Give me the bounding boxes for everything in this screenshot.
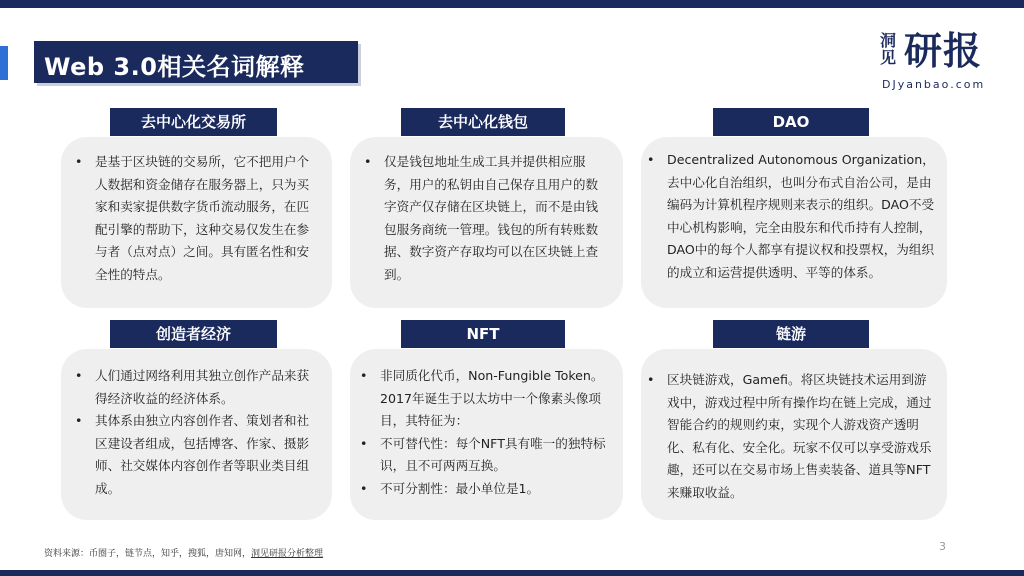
bullet-text: 其体系由独立内容创作者、策划者和社区建设者组成，包括博客、作家、摄影师、社交媒体内容创作者等职业类目组成。 — [95, 413, 310, 496]
bullet-item — [358, 478, 610, 501]
bullet-text: 人们通过网络利用其独立创作产品来获得经济收益的经济体系。 — [95, 368, 310, 406]
bottom-bar — [0, 570, 1024, 576]
card-dex — [61, 137, 332, 308]
card-bullets — [358, 365, 610, 500]
card-label-creator-economy: 创造者经济 — [110, 320, 277, 348]
bullet-dot: • — [360, 368, 368, 383]
bullet-item — [358, 365, 610, 433]
card-bullets — [645, 369, 939, 504]
bullet-text: 不可分割性：最小单位是1。 — [380, 480, 540, 496]
source-note — [44, 546, 323, 559]
card-bullets — [645, 149, 941, 284]
title-box — [34, 41, 358, 83]
card-label-nft: NFT — [401, 320, 565, 348]
bullet-dot: • — [75, 413, 83, 428]
bullet-item — [645, 369, 939, 504]
bullet-text: 区块链游戏，Gamefi。将区块链技术运用到游戏中，游戏过程中所有操作均在链上完成，通过智能合约的规则约束，实现个人游戏资产透明化、私有化、安全化。玩家不仅可以享受游戏乐趣，还可以在交易市场上售卖装备、道具等NFT来赚取收益。 — [667, 372, 932, 500]
bullet-dot: • — [364, 154, 372, 169]
bullet-item — [358, 433, 610, 478]
bullet-dot: • — [360, 435, 368, 451]
bullet-dot: • — [647, 152, 655, 167]
card-label-wallet: 去中心化钱包 — [401, 108, 565, 136]
bullet-text: 不可替代性：每个NFT具有唯一的独特标识，且不可两两互换。 — [380, 435, 606, 473]
bullet-text: 非同质化代币，Non-Fungible Token。2017年诞生于以太坊中一个像素头像项目，其特征为： — [380, 368, 604, 428]
bullet-dot: • — [75, 368, 83, 383]
page-number: 3 — [939, 540, 946, 553]
bullet-item — [645, 149, 941, 284]
logo-mark: 洞见 — [880, 31, 897, 67]
card-label-dao: DAO — [713, 108, 869, 136]
source-prefix: 资料来源：币圈子，链节点，知乎，搜狐，唐知网， — [44, 549, 252, 559]
bullet-text: 是基于区块链的交易所，它不把用户个人数据和资金储存在服务器上，只为买家和卖家提供数字货币流动服务，在匹配引擎的帮助下，这种交易仅发生在参与者（点对点）之间。具有匿名性和安全性的特点。 — [95, 154, 310, 282]
bullet-item — [73, 410, 319, 500]
source-underlined: 洞见研报分析整理 — [251, 549, 324, 559]
bullet-dot: • — [647, 372, 655, 387]
bullet-dot: • — [75, 154, 83, 169]
logo-wordmark: 研报 — [904, 29, 983, 73]
bullet-item — [73, 151, 319, 286]
logo-url: DJyanbao.com — [882, 78, 986, 91]
top-bar — [0, 0, 1024, 8]
card-bullets — [362, 151, 610, 286]
page-title: Web 3.0相关名词解释 — [44, 53, 305, 81]
bullet-text: Decentralized Autonomous Organization，去中心化自治组织，也叫分布式自治公司，是由编码为计算机程序规则来表示的组织。DAO不受中心机构影响，完全由股东和代币持有人控制，DAO中的每个人都享有提议权和投票权，为组织的成立和运营提供透明、平等的体系。 — [667, 152, 935, 280]
card-dao — [641, 137, 947, 308]
bullet-text: 仅是钱包地址生成工具并提供相应服务，用户的私钥由自己保存且用户的数字资产仅存储在区块链上，而不是由钱包服务商统一管理。钱包的所有转账数据、数字资产存取均可以在区块链上查到。 — [384, 154, 599, 282]
bullet-item — [73, 365, 319, 410]
card-bullets — [73, 151, 319, 286]
card-label-gamefi: 链游 — [713, 320, 869, 348]
bullet-item — [362, 151, 610, 286]
card-bullets — [73, 365, 319, 500]
left-accent — [0, 46, 8, 80]
card-nft — [350, 349, 623, 520]
card-label-dex: 去中心化交易所 — [110, 108, 277, 136]
card-gamefi — [641, 349, 947, 520]
card-wallet — [350, 137, 623, 308]
brand-logo — [880, 30, 1000, 96]
card-creator-economy — [61, 349, 332, 520]
bullet-dot: • — [360, 480, 368, 496]
